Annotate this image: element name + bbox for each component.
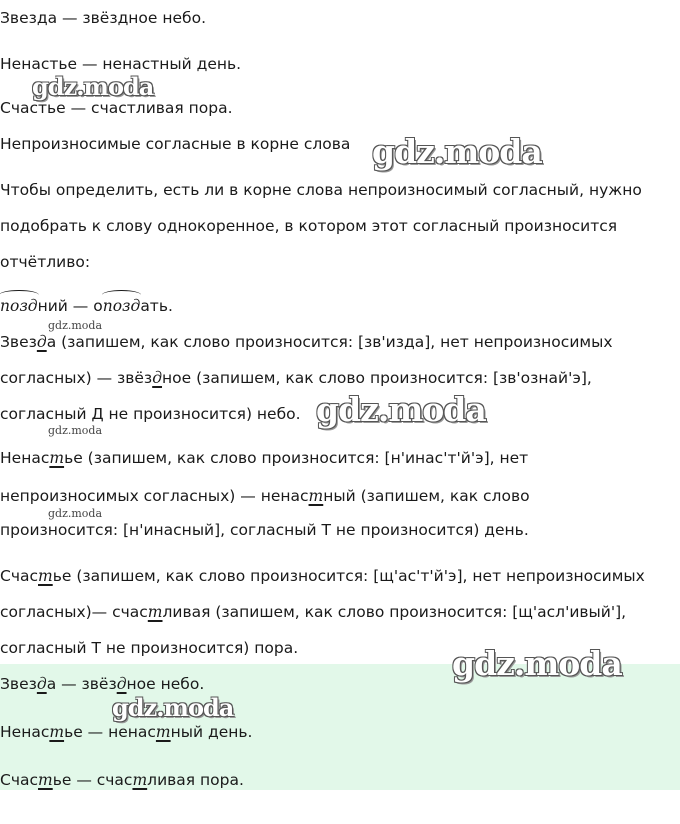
text-span: ний — о xyxy=(37,297,103,315)
watermark-logo: gdz.moda xyxy=(452,644,622,683)
text-line: непроизносимых согласных) — ненастный (запишем, как слово xyxy=(0,487,530,505)
watermark-logo: gdz.moda xyxy=(48,319,103,332)
letter-marked: т xyxy=(38,567,53,585)
watermark-logo: gdz.moda xyxy=(48,507,103,520)
text-line: подобрать к слову однокоренное, в котором этот согласный произносится xyxy=(0,217,618,235)
text-line: Звезда — звёздное небо. xyxy=(0,9,207,27)
root-marked: позд xyxy=(102,297,141,315)
text-line: согласных)— счастливая (запишем, как слово произносится: [щ'асл'ивый'], xyxy=(0,603,627,621)
letter-marked: т xyxy=(38,771,53,789)
letter-marked: т xyxy=(132,771,148,789)
watermark-logo: gdz.moda xyxy=(32,72,154,101)
text-line: отчётливо: xyxy=(0,253,91,271)
letter-marked: д xyxy=(152,369,163,387)
answer-line: Ненастье — ненастный день. xyxy=(0,723,253,741)
text-line: произносится: [н'инасный], согласный Т не произносится) день. xyxy=(0,521,529,539)
letter-marked: д xyxy=(116,675,127,693)
letter-marked: д xyxy=(36,333,47,351)
text-line: Чтобы определить, есть ли в корне слова непроизносимый согласный, нужно xyxy=(0,181,642,199)
letter-marked: т xyxy=(308,487,324,505)
watermark-logo: gdz.moda xyxy=(316,390,486,429)
letter-marked: д xyxy=(36,675,47,693)
root-marked: позд xyxy=(0,297,38,315)
letter-marked: т xyxy=(147,603,163,621)
letter-marked: т xyxy=(49,723,65,741)
watermark-logo: gdz.moda xyxy=(372,132,542,171)
text-span: ать. xyxy=(140,297,173,315)
section-heading: Непроизносимые согласные в корне слова xyxy=(0,135,351,153)
text-line: согласный Т не произносится) пора. xyxy=(0,639,299,657)
text-line: согласных) — звёздное (запишем, как слово произносится: [зв'ознай'э], xyxy=(0,369,592,387)
letter-marked: т xyxy=(155,723,171,741)
letter-marked: т xyxy=(49,449,65,467)
answer-line: Звезда — звёздное небо. xyxy=(0,675,205,693)
text-line: Ненастье — ненастный день. xyxy=(0,55,242,73)
text-line: Счастье (запишем, как слово произносится: [щ'ас'т'й'э], нет непроизносимых xyxy=(0,567,645,585)
root-example-line xyxy=(0,296,173,316)
text-line: Ненастье (запишем, как слово произносится: [н'инас'т'й'э], нет xyxy=(0,449,529,467)
answer-line: Счастье — счастливая пора. xyxy=(0,771,244,789)
text-line: Счастье — счастливая пора. xyxy=(0,99,233,117)
watermark-logo: gdz.moda xyxy=(48,424,103,437)
watermark-logo: gdz.moda xyxy=(112,693,234,722)
text-line: согласный Д не произносится) небо. xyxy=(0,405,301,423)
text-line: Звезда (запишем, как слово произносится: [зв'изда], нет непроизносимых xyxy=(0,333,613,351)
